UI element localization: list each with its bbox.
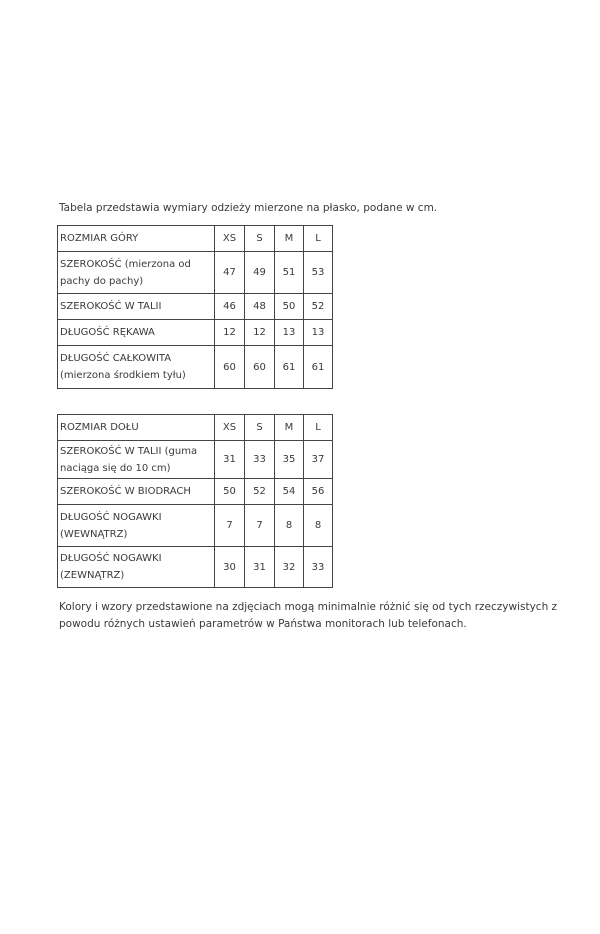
row-label: DŁUGOŚĆ NOGAWKI (WEWNĄTRZ) <box>58 505 215 547</box>
table-header-row <box>58 415 333 441</box>
table-cell: 47 <box>215 252 245 294</box>
table-cell: 37 <box>304 441 333 479</box>
table-cell: 13 <box>304 320 333 346</box>
header-cell: L <box>304 226 333 252</box>
bottom-size-table <box>57 414 333 588</box>
table-cell: 50 <box>275 294 304 320</box>
top-size-table <box>57 225 333 389</box>
table-cell: 46 <box>215 294 245 320</box>
table-row <box>58 320 333 346</box>
header-cell: S <box>245 226 275 252</box>
header-cell: L <box>304 415 333 441</box>
table-cell: 50 <box>215 479 245 505</box>
table-row <box>58 252 333 294</box>
table-cell: 61 <box>304 346 333 389</box>
table-cell: 33 <box>245 441 275 479</box>
table-cell: 60 <box>215 346 245 389</box>
table-cell: 52 <box>304 294 333 320</box>
table-header-row <box>58 226 333 252</box>
header-cell: ROZMIAR DOŁU <box>58 415 215 441</box>
table-row <box>58 505 333 547</box>
header-cell: S <box>245 415 275 441</box>
header-cell: ROZMIAR GÓRY <box>58 226 215 252</box>
table-cell: 32 <box>275 547 304 588</box>
table-cell: 12 <box>215 320 245 346</box>
table-cell: 54 <box>275 479 304 505</box>
table-cell: 33 <box>304 547 333 588</box>
disclaimer-line: powodu różnych ustawień parametrów w Państwa monitorach lub telefonach. <box>59 618 467 630</box>
table-cell: 35 <box>275 441 304 479</box>
row-label: DŁUGOŚĆ RĘKAWA <box>58 320 215 346</box>
table-row <box>58 346 333 389</box>
table-cell: 12 <box>245 320 275 346</box>
header-cell: XS <box>215 415 245 441</box>
table-cell: 48 <box>245 294 275 320</box>
table-cell: 61 <box>275 346 304 389</box>
table-cell: 51 <box>275 252 304 294</box>
table-cell: 7 <box>245 505 275 547</box>
table-cell: 13 <box>275 320 304 346</box>
table-cell: 8 <box>275 505 304 547</box>
intro-text: Tabela przedstawia wymiary odzieży mierzone na płasko, podane w cm. <box>59 202 438 214</box>
table-row <box>58 441 333 479</box>
table-cell: 7 <box>215 505 245 547</box>
table-cell: 53 <box>304 252 333 294</box>
header-cell: M <box>275 415 304 441</box>
table-cell: 31 <box>215 441 245 479</box>
row-label: SZEROKOŚĆ (mierzona od pachy do pachy) <box>58 252 215 294</box>
table-cell: 8 <box>304 505 333 547</box>
disclaimer-text <box>59 599 579 633</box>
row-label: SZEROKOŚĆ W TALII <box>58 294 215 320</box>
header-cell: M <box>275 226 304 252</box>
table-cell: 49 <box>245 252 275 294</box>
disclaimer-line: Kolory i wzory przedstawione na zdjęciach mogą minimalnie różnić się od tych rzeczywistych z <box>59 601 558 613</box>
table-cell: 52 <box>245 479 275 505</box>
table-cell: 60 <box>245 346 275 389</box>
table-cell: 30 <box>215 547 245 588</box>
table-row <box>58 479 333 505</box>
table-row <box>58 547 333 588</box>
row-label: SZEROKOŚĆ W TALII (guma naciąga się do 10 cm) <box>58 441 215 479</box>
row-label: SZEROKOŚĆ W BIODRACH <box>58 479 215 505</box>
row-label: DŁUGOŚĆ NOGAWKI (ZEWNĄTRZ) <box>58 547 215 588</box>
table-cell: 31 <box>245 547 275 588</box>
table-cell: 56 <box>304 479 333 505</box>
header-cell: XS <box>215 226 245 252</box>
row-label: DŁUGOŚĆ CAŁKOWITA (mierzona środkiem tyłu) <box>58 346 215 389</box>
table-row <box>58 294 333 320</box>
